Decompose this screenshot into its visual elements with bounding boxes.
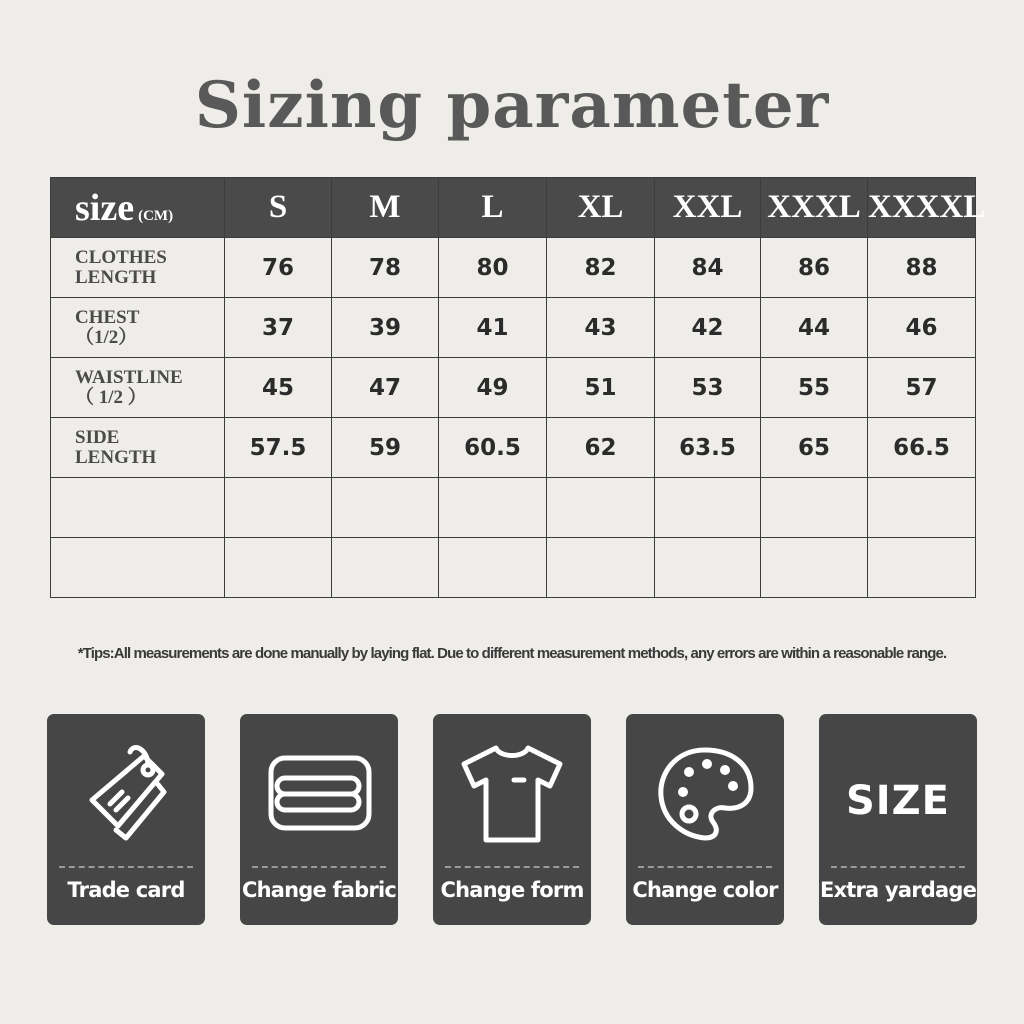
table-cell: 86: [761, 238, 868, 298]
table-header-row: [51, 178, 976, 238]
table-cell: 46: [868, 298, 976, 358]
table-cell: 65: [761, 418, 868, 478]
fabric-icon: [259, 734, 379, 854]
empty-cell: [225, 478, 332, 538]
row-label-side-length: [51, 418, 225, 478]
empty-cell: [868, 538, 976, 598]
card-label: Trade card: [67, 878, 185, 902]
row-label-waistline: [51, 358, 225, 418]
size-header-xxl: XXL: [655, 178, 761, 238]
table-cell: 55: [761, 358, 868, 418]
row-label-clothes-length: [51, 238, 225, 298]
empty-cell: [332, 478, 439, 538]
table-row: [51, 298, 976, 358]
size-header-xxxxl: XXXXL: [868, 178, 976, 238]
card-divider: [638, 866, 772, 868]
size-header-xl: XL: [547, 178, 655, 238]
table-cell: 39: [332, 298, 439, 358]
table-cell: 41: [439, 298, 547, 358]
table-cell: 76: [225, 238, 332, 298]
table-cell: 57.5: [225, 418, 332, 478]
card-divider: [831, 866, 965, 868]
table-row: [51, 238, 976, 298]
feature-cards: [47, 714, 977, 926]
card-divider: [445, 866, 579, 868]
price-tag-icon: [66, 734, 186, 854]
table-cell: 43: [547, 298, 655, 358]
empty-cell: [439, 478, 547, 538]
measurement-tip: *Tips:All measurements are done manually by laying flat. Due to different measurement methods, any errors are within a reasonable range.: [77, 645, 947, 662]
size-icon: [838, 734, 958, 854]
table-row: [51, 418, 976, 478]
extra-yardage-tile: [819, 714, 977, 925]
size-chart-table: [50, 177, 986, 598]
tshirt-icon: [452, 734, 572, 854]
size-header-xxxl: XXXL: [761, 178, 868, 238]
table-cell: 42: [655, 298, 761, 358]
table-cell: 84: [655, 238, 761, 298]
table-cell: 45: [225, 358, 332, 418]
row-label-line: （1/2）: [75, 326, 138, 348]
table-cell: 53: [655, 358, 761, 418]
card-divider: [59, 866, 193, 868]
change-color-tile: [626, 714, 784, 925]
row-label-line: CHEST: [75, 306, 140, 328]
table-cell: 49: [439, 358, 547, 418]
empty-row: [51, 538, 976, 598]
row-label-line: LENGTH: [75, 266, 157, 288]
card-divider: [252, 866, 386, 868]
empty-cell: [51, 538, 225, 598]
row-label-line: WAISTLINE: [75, 366, 183, 388]
table-cell: 88: [868, 238, 976, 298]
table-cell: 57: [868, 358, 976, 418]
table-cell: 82: [547, 238, 655, 298]
card-label: Change form: [440, 878, 584, 902]
size-header-s: S: [225, 178, 332, 238]
table-cell: 51: [547, 358, 655, 418]
empty-cell: [761, 478, 868, 538]
card-label: Change color: [632, 878, 778, 902]
empty-cell: [439, 538, 547, 598]
table-cell: 60.5: [439, 418, 547, 478]
empty-cell: [225, 538, 332, 598]
trade-card-tile: [47, 714, 205, 925]
table-row: [51, 358, 976, 418]
page-title: Sizing parameter: [194, 68, 830, 143]
row-label-line: CLOTHES: [75, 246, 167, 268]
row-label-line: （ 1/2 ）: [75, 386, 147, 408]
table-cell: 44: [761, 298, 868, 358]
table-cell: 80: [439, 238, 547, 298]
row-label-chest: [51, 298, 225, 358]
card-label: Extra yardage: [819, 878, 977, 902]
table-cell: 63.5: [655, 418, 761, 478]
empty-cell: [655, 538, 761, 598]
table-cell: 66.5: [868, 418, 976, 478]
empty-cell: [332, 538, 439, 598]
card-label: Change fabric: [241, 878, 396, 902]
empty-cell: [655, 478, 761, 538]
table-cell: 78: [332, 238, 439, 298]
table-cell: 62: [547, 418, 655, 478]
empty-cell: [547, 538, 655, 598]
row-label-line: SIDE: [75, 426, 120, 448]
table-cell: 47: [332, 358, 439, 418]
empty-cell: [51, 478, 225, 538]
empty-cell: [761, 538, 868, 598]
unit-label: (CM): [138, 207, 174, 224]
size-header-word: size: [75, 186, 135, 229]
empty-cell: [547, 478, 655, 538]
size-unit-header: [51, 178, 225, 238]
empty-row: [51, 478, 976, 538]
change-fabric-tile: [240, 714, 398, 925]
empty-cell: [868, 478, 976, 538]
palette-icon: [645, 734, 765, 854]
size-header-m: M: [332, 178, 439, 238]
table-cell: 37: [225, 298, 332, 358]
size-icon-text: SIZE: [845, 778, 951, 824]
change-form-tile: [433, 714, 591, 925]
row-label-line: LENGTH: [75, 446, 157, 468]
size-header-l: L: [439, 178, 547, 238]
table-cell: 59: [332, 418, 439, 478]
